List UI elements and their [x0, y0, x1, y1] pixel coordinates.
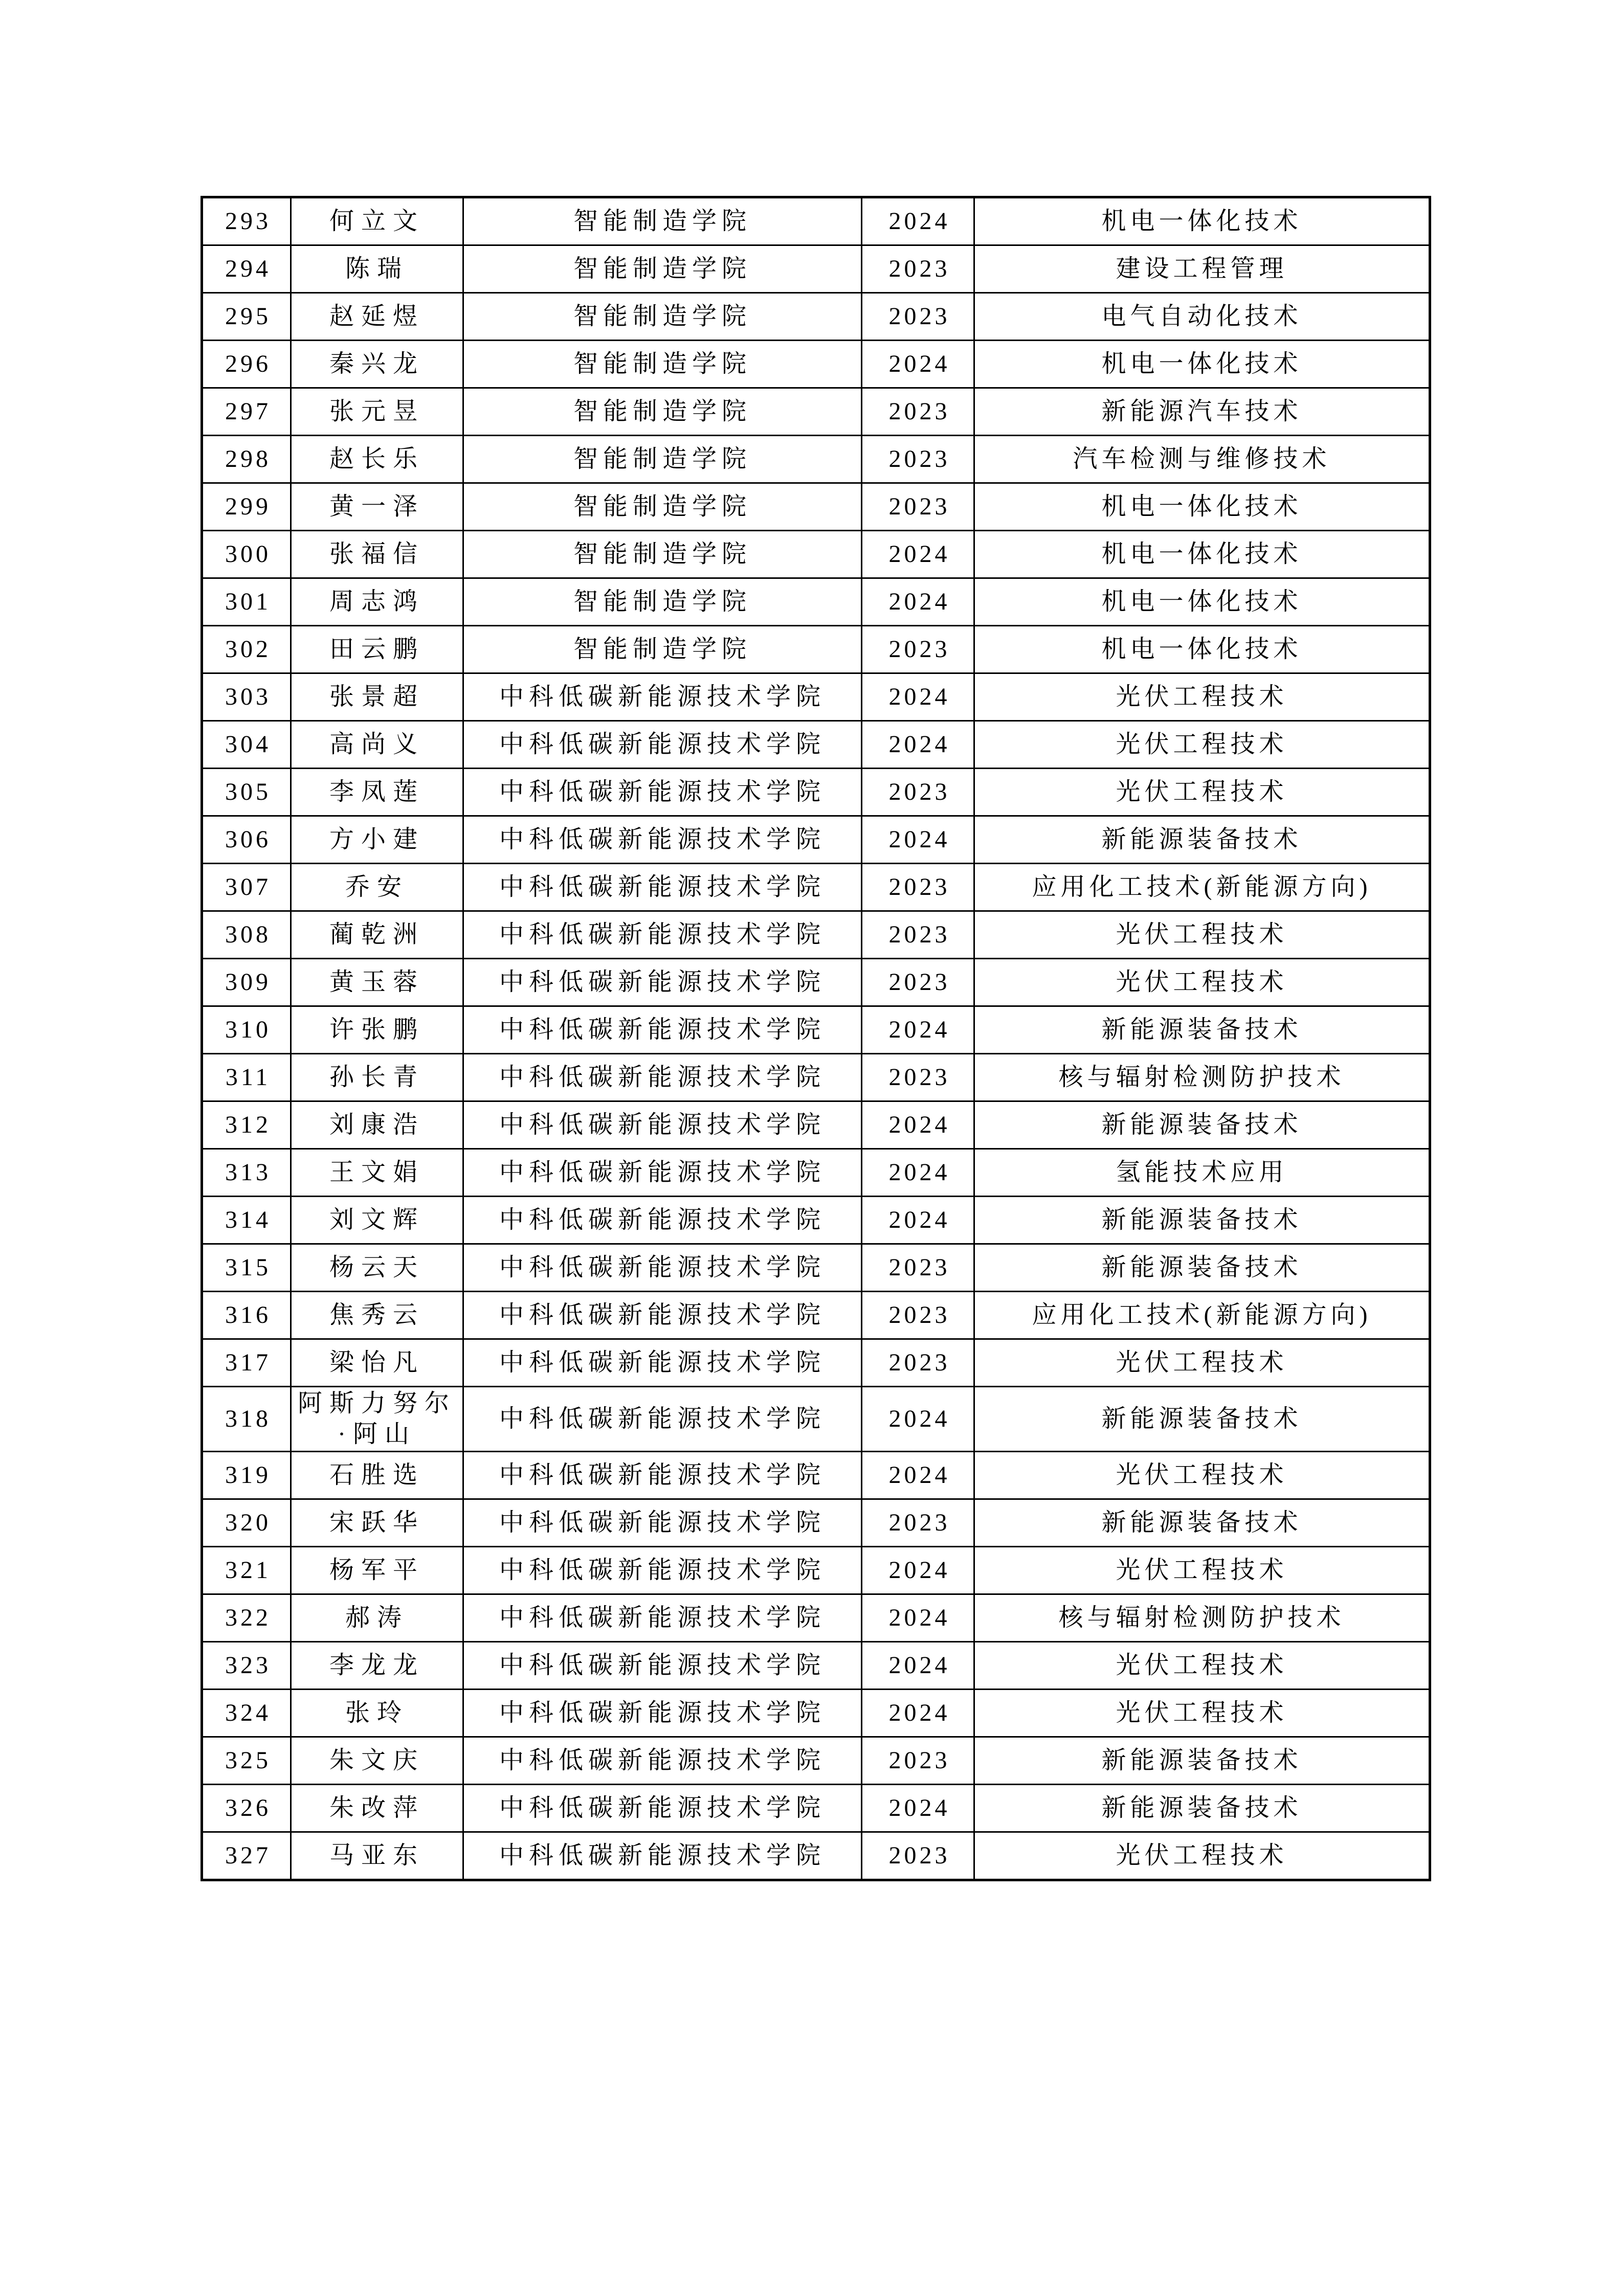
college-cell: 中科低碳新能源技术学院 — [463, 673, 862, 721]
major-cell: 电气自动化技术 — [974, 293, 1430, 341]
college-cell: 中科低碳新能源技术学院 — [463, 721, 862, 769]
table-row — [202, 531, 1430, 578]
table-row — [202, 436, 1430, 483]
student-name-cell: 何立文 — [291, 197, 463, 245]
table-row — [202, 1339, 1430, 1387]
student-name-cell: 李龙龙 — [291, 1642, 463, 1690]
college-cell: 中科低碳新能源技术学院 — [463, 1149, 862, 1197]
enrollment-year-cell: 2023 — [862, 436, 974, 483]
major-cell: 新能源装备技术 — [974, 1006, 1430, 1054]
table-row — [202, 911, 1430, 959]
student-name-cell: 阿斯力努尔·阿山 — [291, 1387, 463, 1452]
college-cell: 中科低碳新能源技术学院 — [463, 911, 862, 959]
college-cell: 智能制造学院 — [463, 436, 862, 483]
major-cell: 建设工程管理 — [974, 245, 1430, 293]
student-name-cell: 秦兴龙 — [291, 341, 463, 388]
enrollment-year-cell: 2023 — [862, 1832, 974, 1880]
table-row — [202, 1499, 1430, 1547]
college-cell: 中科低碳新能源技术学院 — [463, 1499, 862, 1547]
major-cell: 光伏工程技术 — [974, 1339, 1430, 1387]
enrollment-year-cell: 2024 — [862, 578, 974, 626]
enrollment-year-cell: 2024 — [862, 673, 974, 721]
student-name-cell: 宋跃华 — [291, 1499, 463, 1547]
enrollment-year-cell: 2024 — [862, 1452, 974, 1499]
row-number-cell: 304 — [202, 721, 291, 769]
student-name-cell: 焦秀云 — [291, 1292, 463, 1339]
row-number-cell: 319 — [202, 1452, 291, 1499]
college-cell: 中科低碳新能源技术学院 — [463, 1785, 862, 1832]
student-name-cell: 方小建 — [291, 816, 463, 864]
student-name-cell: 石胜选 — [291, 1452, 463, 1499]
student-name-cell: 刘康浩 — [291, 1101, 463, 1149]
roster-table-body — [202, 197, 1430, 1880]
student-name-cell: 田云鹏 — [291, 626, 463, 673]
major-cell: 机电一体化技术 — [974, 578, 1430, 626]
row-number-cell: 321 — [202, 1547, 291, 1594]
table-row — [202, 864, 1430, 911]
row-number-cell: 327 — [202, 1832, 291, 1880]
college-cell: 中科低碳新能源技术学院 — [463, 1006, 862, 1054]
student-name-cell: 许张鹏 — [291, 1006, 463, 1054]
major-cell: 新能源汽车技术 — [974, 388, 1430, 436]
enrollment-year-cell: 2024 — [862, 341, 974, 388]
student-name-cell: 周志鸿 — [291, 578, 463, 626]
row-number-cell: 297 — [202, 388, 291, 436]
student-name-cell: 王文娟 — [291, 1149, 463, 1197]
major-cell: 机电一体化技术 — [974, 341, 1430, 388]
row-number-cell: 305 — [202, 769, 291, 816]
college-cell: 智能制造学院 — [463, 388, 862, 436]
row-number-cell: 308 — [202, 911, 291, 959]
college-cell: 智能制造学院 — [463, 483, 862, 531]
major-cell: 应用化工技术(新能源方向) — [974, 1292, 1430, 1339]
enrollment-year-cell: 2024 — [862, 1006, 974, 1054]
college-cell: 中科低碳新能源技术学院 — [463, 1547, 862, 1594]
table-row — [202, 1594, 1430, 1642]
row-number-cell: 301 — [202, 578, 291, 626]
student-name-cell: 高尚义 — [291, 721, 463, 769]
row-number-cell: 310 — [202, 1006, 291, 1054]
enrollment-year-cell: 2023 — [862, 245, 974, 293]
enrollment-year-cell: 2024 — [862, 1690, 974, 1737]
major-cell: 光伏工程技术 — [974, 673, 1430, 721]
student-name-cell: 张福信 — [291, 531, 463, 578]
major-cell: 新能源装备技术 — [974, 1387, 1430, 1452]
table-row — [202, 673, 1430, 721]
student-name-cell: 赵延煜 — [291, 293, 463, 341]
enrollment-year-cell: 2024 — [862, 1785, 974, 1832]
student-name-cell: 乔安 — [291, 864, 463, 911]
college-cell: 智能制造学院 — [463, 626, 862, 673]
major-cell: 新能源装备技术 — [974, 1785, 1430, 1832]
row-number-cell: 293 — [202, 197, 291, 245]
student-roster-table — [201, 196, 1431, 1881]
student-name-cell: 黄一泽 — [291, 483, 463, 531]
student-name-cell: 孙长青 — [291, 1054, 463, 1101]
row-number-cell: 303 — [202, 673, 291, 721]
table-row — [202, 1054, 1430, 1101]
row-number-cell: 322 — [202, 1594, 291, 1642]
row-number-cell: 299 — [202, 483, 291, 531]
student-name-cell: 张景超 — [291, 673, 463, 721]
row-number-cell: 302 — [202, 626, 291, 673]
table-row — [202, 1006, 1430, 1054]
college-cell: 中科低碳新能源技术学院 — [463, 1690, 862, 1737]
college-cell: 中科低碳新能源技术学院 — [463, 864, 862, 911]
row-number-cell: 317 — [202, 1339, 291, 1387]
college-cell: 中科低碳新能源技术学院 — [463, 816, 862, 864]
student-name-cell: 陈瑞 — [291, 245, 463, 293]
college-cell: 智能制造学院 — [463, 293, 862, 341]
enrollment-year-cell: 2024 — [862, 816, 974, 864]
row-number-cell: 326 — [202, 1785, 291, 1832]
enrollment-year-cell: 2023 — [862, 1244, 974, 1292]
college-cell: 中科低碳新能源技术学院 — [463, 1387, 862, 1452]
row-number-cell: 323 — [202, 1642, 291, 1690]
major-cell: 新能源装备技术 — [974, 816, 1430, 864]
enrollment-year-cell: 2023 — [862, 864, 974, 911]
table-row — [202, 197, 1430, 245]
student-name-cell: 杨云天 — [291, 1244, 463, 1292]
row-number-cell: 295 — [202, 293, 291, 341]
table-row — [202, 1785, 1430, 1832]
major-cell: 机电一体化技术 — [974, 626, 1430, 673]
college-cell: 中科低碳新能源技术学院 — [463, 1737, 862, 1785]
college-cell: 智能制造学院 — [463, 245, 862, 293]
enrollment-year-cell: 2024 — [862, 531, 974, 578]
enrollment-year-cell: 2023 — [862, 1054, 974, 1101]
college-cell: 智能制造学院 — [463, 341, 862, 388]
student-name-cell: 马亚东 — [291, 1832, 463, 1880]
major-cell: 核与辐射检测防护技术 — [974, 1054, 1430, 1101]
college-cell: 中科低碳新能源技术学院 — [463, 1594, 862, 1642]
college-cell: 智能制造学院 — [463, 578, 862, 626]
row-number-cell: 298 — [202, 436, 291, 483]
row-number-cell: 316 — [202, 1292, 291, 1339]
major-cell: 新能源装备技术 — [974, 1499, 1430, 1547]
row-number-cell: 318 — [202, 1387, 291, 1452]
major-cell: 应用化工技术(新能源方向) — [974, 864, 1430, 911]
college-cell: 智能制造学院 — [463, 197, 862, 245]
major-cell: 新能源装备技术 — [974, 1737, 1430, 1785]
row-number-cell: 296 — [202, 341, 291, 388]
college-cell: 智能制造学院 — [463, 531, 862, 578]
college-cell: 中科低碳新能源技术学院 — [463, 1054, 862, 1101]
table-row — [202, 341, 1430, 388]
college-cell: 中科低碳新能源技术学院 — [463, 1642, 862, 1690]
row-number-cell: 307 — [202, 864, 291, 911]
table-row — [202, 1149, 1430, 1197]
enrollment-year-cell: 2024 — [862, 1547, 974, 1594]
enrollment-year-cell: 2024 — [862, 1642, 974, 1690]
table-row — [202, 245, 1430, 293]
table-row — [202, 769, 1430, 816]
row-number-cell: 315 — [202, 1244, 291, 1292]
enrollment-year-cell: 2023 — [862, 911, 974, 959]
table-row — [202, 1452, 1430, 1499]
table-row — [202, 293, 1430, 341]
row-number-cell: 294 — [202, 245, 291, 293]
row-number-cell: 309 — [202, 959, 291, 1006]
major-cell: 光伏工程技术 — [974, 1690, 1430, 1737]
student-name-cell: 杨军平 — [291, 1547, 463, 1594]
major-cell: 光伏工程技术 — [974, 721, 1430, 769]
table-row — [202, 1101, 1430, 1149]
major-cell: 氢能技术应用 — [974, 1149, 1430, 1197]
row-number-cell: 300 — [202, 531, 291, 578]
enrollment-year-cell: 2023 — [862, 1292, 974, 1339]
table-row — [202, 388, 1430, 436]
student-name-cell: 黄玉蓉 — [291, 959, 463, 1006]
major-cell: 汽车检测与维修技术 — [974, 436, 1430, 483]
row-number-cell: 306 — [202, 816, 291, 864]
table-row — [202, 1690, 1430, 1737]
student-name-cell: 郝涛 — [291, 1594, 463, 1642]
row-number-cell: 314 — [202, 1197, 291, 1244]
student-name-cell: 刘文辉 — [291, 1197, 463, 1244]
student-name-cell: 张玲 — [291, 1690, 463, 1737]
enrollment-year-cell: 2023 — [862, 293, 974, 341]
student-name-cell: 蔺乾洲 — [291, 911, 463, 959]
table-row — [202, 626, 1430, 673]
table-row — [202, 1547, 1430, 1594]
enrollment-year-cell: 2024 — [862, 721, 974, 769]
table-row — [202, 959, 1430, 1006]
row-number-cell: 320 — [202, 1499, 291, 1547]
major-cell: 机电一体化技术 — [974, 483, 1430, 531]
table-row — [202, 578, 1430, 626]
major-cell: 新能源装备技术 — [974, 1244, 1430, 1292]
enrollment-year-cell: 2023 — [862, 1339, 974, 1387]
major-cell: 光伏工程技术 — [974, 769, 1430, 816]
college-cell: 中科低碳新能源技术学院 — [463, 1452, 862, 1499]
student-name-cell: 李凤莲 — [291, 769, 463, 816]
table-row — [202, 816, 1430, 864]
major-cell: 机电一体化技术 — [974, 531, 1430, 578]
major-cell: 新能源装备技术 — [974, 1101, 1430, 1149]
enrollment-year-cell: 2023 — [862, 626, 974, 673]
student-name-cell: 朱文庆 — [291, 1737, 463, 1785]
major-cell: 机电一体化技术 — [974, 197, 1430, 245]
row-number-cell: 311 — [202, 1054, 291, 1101]
enrollment-year-cell: 2023 — [862, 1737, 974, 1785]
college-cell: 中科低碳新能源技术学院 — [463, 769, 862, 816]
enrollment-year-cell: 2024 — [862, 197, 974, 245]
table-row — [202, 1387, 1430, 1452]
enrollment-year-cell: 2024 — [862, 1101, 974, 1149]
major-cell: 光伏工程技术 — [974, 911, 1430, 959]
row-number-cell: 324 — [202, 1690, 291, 1737]
enrollment-year-cell: 2024 — [862, 1594, 974, 1642]
major-cell: 光伏工程技术 — [974, 1642, 1430, 1690]
major-cell: 光伏工程技术 — [974, 959, 1430, 1006]
table-row — [202, 721, 1430, 769]
table-row — [202, 1197, 1430, 1244]
student-name-cell: 梁怡凡 — [291, 1339, 463, 1387]
college-cell: 中科低碳新能源技术学院 — [463, 1244, 862, 1292]
table-row — [202, 1642, 1430, 1690]
enrollment-year-cell: 2023 — [862, 1499, 974, 1547]
table-row — [202, 1244, 1430, 1292]
enrollment-year-cell: 2024 — [862, 1387, 974, 1452]
student-name-cell: 赵长乐 — [291, 436, 463, 483]
major-cell: 光伏工程技术 — [974, 1832, 1430, 1880]
major-cell: 光伏工程技术 — [974, 1547, 1430, 1594]
enrollment-year-cell: 2024 — [862, 1197, 974, 1244]
row-number-cell: 312 — [202, 1101, 291, 1149]
table-row — [202, 1737, 1430, 1785]
college-cell: 中科低碳新能源技术学院 — [463, 1832, 862, 1880]
college-cell: 中科低碳新能源技术学院 — [463, 1197, 862, 1244]
student-name-cell: 张元昱 — [291, 388, 463, 436]
college-cell: 中科低碳新能源技术学院 — [463, 1101, 862, 1149]
college-cell: 中科低碳新能源技术学院 — [463, 1292, 862, 1339]
college-cell: 中科低碳新能源技术学院 — [463, 959, 862, 1006]
table-row — [202, 1292, 1430, 1339]
row-number-cell: 325 — [202, 1737, 291, 1785]
student-name-cell: 朱改萍 — [291, 1785, 463, 1832]
table-row — [202, 483, 1430, 531]
table-row — [202, 1832, 1430, 1880]
enrollment-year-cell: 2023 — [862, 769, 974, 816]
enrollment-year-cell: 2024 — [862, 1149, 974, 1197]
major-cell: 新能源装备技术 — [974, 1197, 1430, 1244]
college-cell: 中科低碳新能源技术学院 — [463, 1339, 862, 1387]
enrollment-year-cell: 2023 — [862, 388, 974, 436]
major-cell: 核与辐射检测防护技术 — [974, 1594, 1430, 1642]
enrollment-year-cell: 2023 — [862, 483, 974, 531]
row-number-cell: 313 — [202, 1149, 291, 1197]
enrollment-year-cell: 2023 — [862, 959, 974, 1006]
major-cell: 光伏工程技术 — [974, 1452, 1430, 1499]
